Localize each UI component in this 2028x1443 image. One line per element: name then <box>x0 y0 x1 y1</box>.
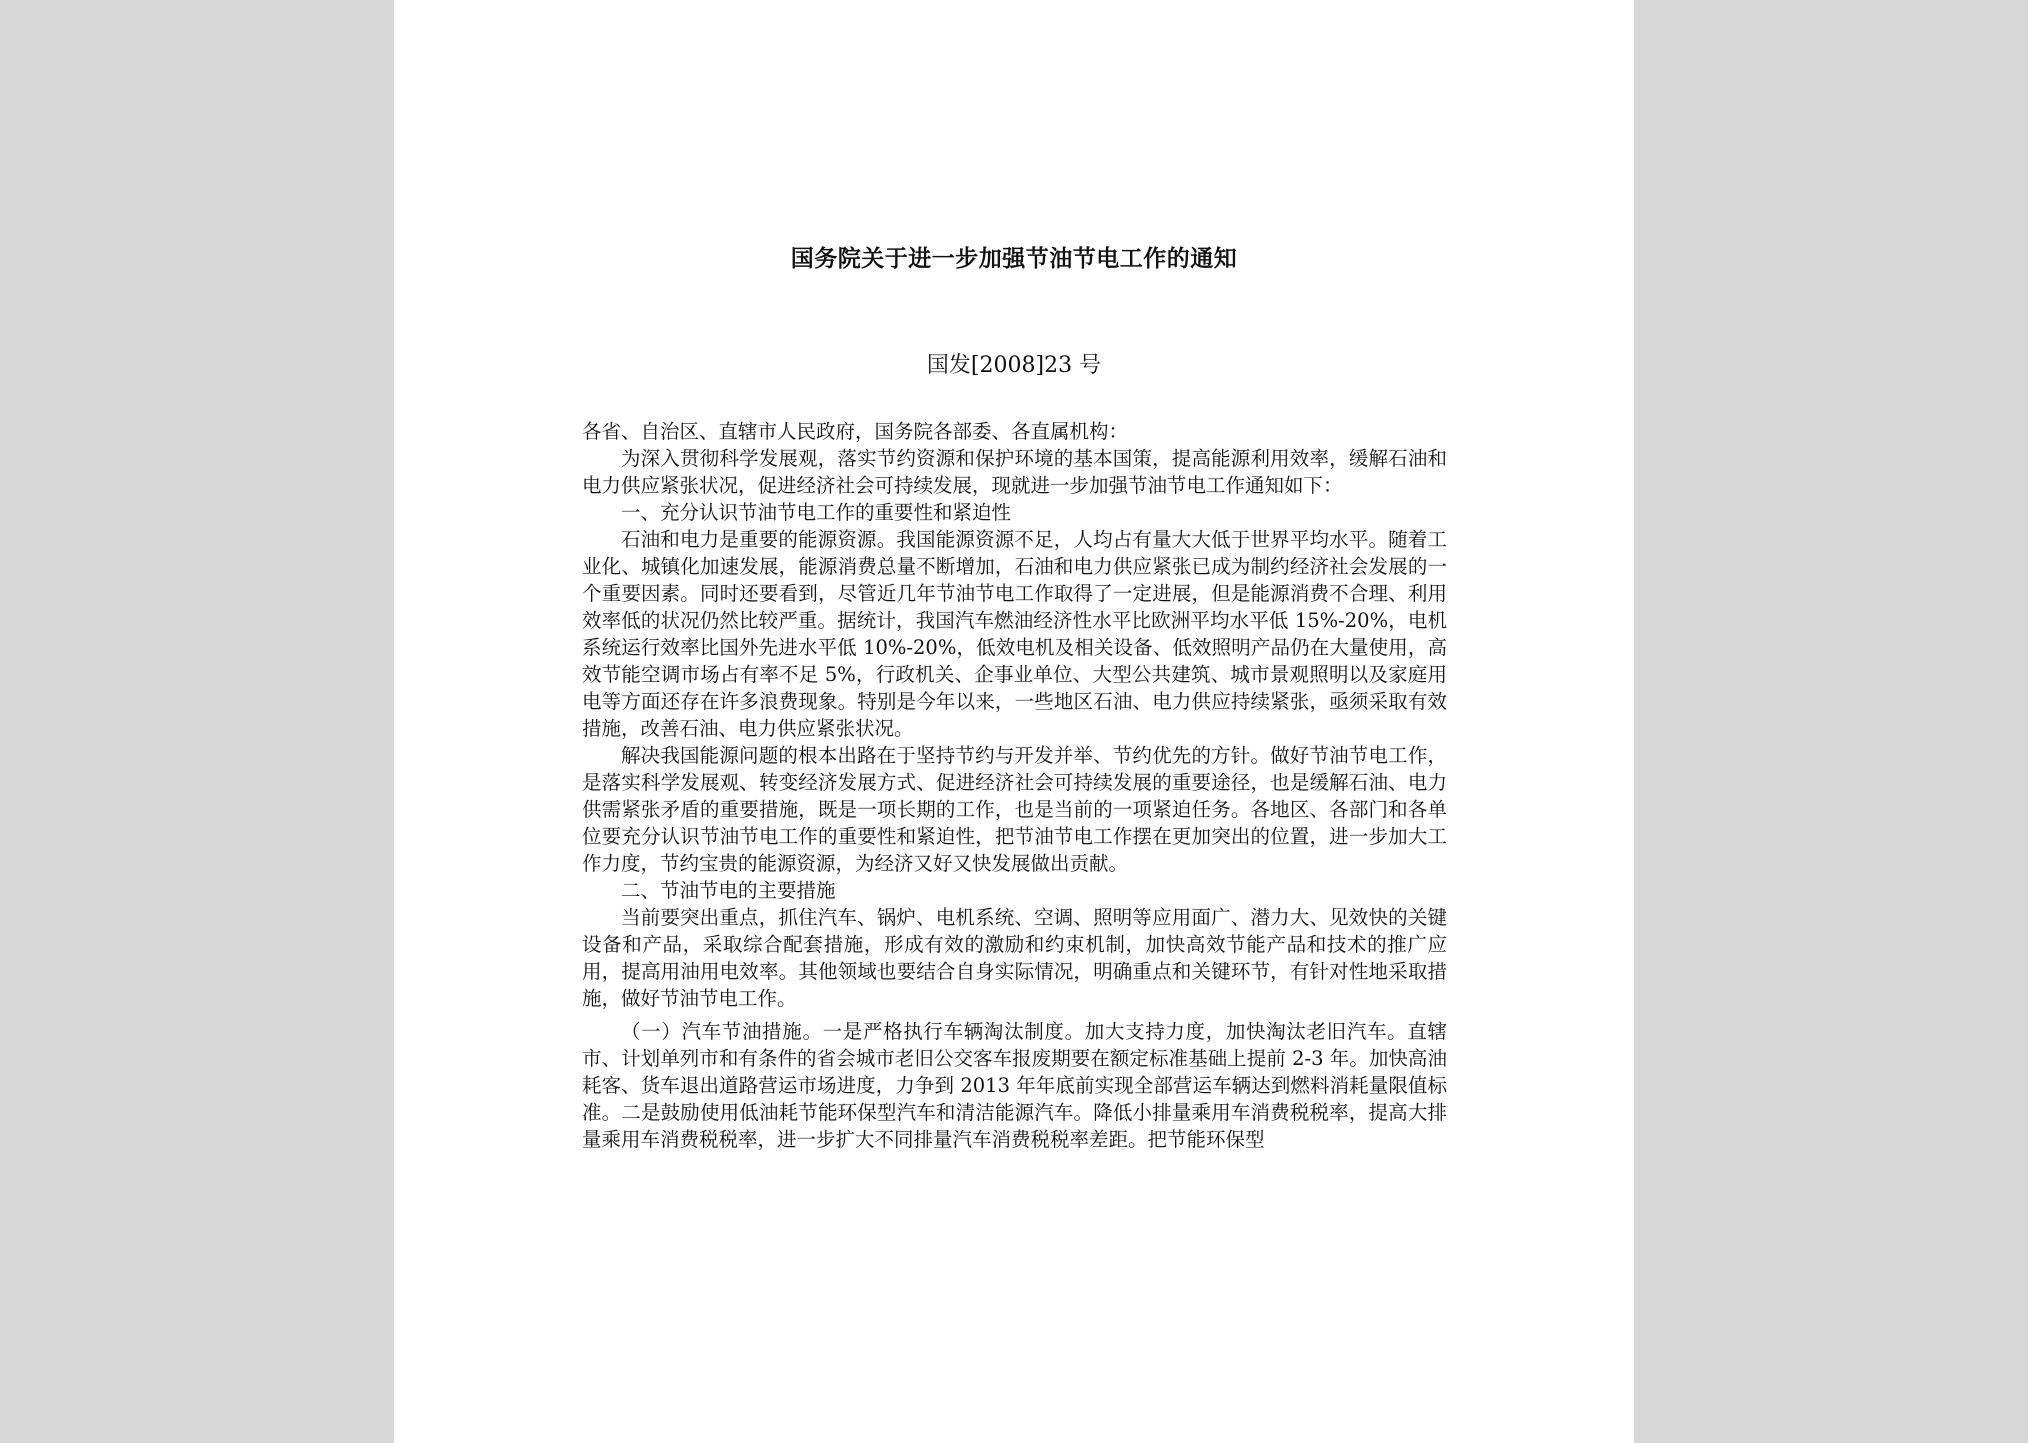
document-title: 国务院关于进一步加强节油节电工作的通知 <box>790 246 1238 272</box>
section-heading: 二、节油节电的主要措施 <box>621 879 836 902</box>
document-number: 国发[2008]23 号 <box>926 353 1102 378</box>
salutation: 各省、自治区、直辖市人民政府，国务院各部委、各直属机构： <box>582 420 1129 443</box>
body-paragraph: 石油和电力是重要的能源资源。我国能源资源不足，人均占有量大大低于世界平均水平。随着工业化、城镇化加速发展，能源消费总量不断增加，石油和电力供应紧张已成为制约经济社会发展的一个重要因素。同时还要看到，尽管近几年节油节电工作取得了一定进展，但是能源消费不合理、利用效率低的状况仍然比较严重。据统计，我国汽车燃油经济性水平比欧洲平均水平低 15%-20%，电机系统运行效率比国外先进水平低 10%-20%，低效电机及相关设备、低效照明产品仍在大量使用，高效节能空调市场占有率不足 5%，行政机关、企事业单位、大型公共建筑、城市景观照明以及家庭用电等方面还存在许多浪费现象。特别是今年以来，一些地区石油、电力供应持续紧张，亟须采取有效措施，改善石油、电力供应紧张状况。 <box>582 528 1447 740</box>
document-page <box>394 0 1634 1443</box>
body-paragraph: 当前要突出重点，抓住汽车、锅炉、电机系统、空调、照明等应用面广、潜力大、见效快的关键设备和产品，采取综合配套措施，形成有效的激励和约束机制，加快高效节能产品和技术的推广应用，提高用油用电效率。其他领域也要结合自身实际情况，明确重点和关键环节，有针对性地采取措施，做好节油节电工作。 <box>582 906 1447 1010</box>
body-paragraph: （一）汽车节油措施。一是严格执行车辆淘汰制度。加大支持力度，加快淘汰老旧汽车。直辖市、计划单列市和有条件的省会城市老旧公交客车报废期要在额定标准基础上提前 2-3 年。加快高油耗客、货车退出道路营运市场进度，力争到 2013 年年底前实现全部营运车辆达到燃料消耗量限值标准。二是鼓励使用低油耗节能环保型汽车和清洁能源汽车。降低小排量乘用车消费税税率，提高大排量乘用车消费税税率，进一步扩大不同排量汽车消费税税率差距。把节能环保型 <box>582 1020 1447 1151</box>
document-body <box>582 418 1447 1153</box>
section-heading: 一、充分认识节油节电工作的重要性和紧迫性 <box>621 501 1012 524</box>
body-paragraph: 解决我国能源问题的根本出路在于坚持节约与开发并举、节约优先的方针。做好节油节电工作，是落实科学发展观、转变经济发展方式、促进经济社会可持续发展的重要途径，也是缓解石油、电力供需紧张矛盾的重要措施，既是一项长期的工作，也是当前的一项紧迫任务。各地区、各部门和各单位要充分认识节油节电工作的重要性和紧迫性，把节油节电工作摆在更加突出的位置，进一步加大工作力度，节约宝贵的能源资源，为经济又好又快发展做出贡献。 <box>582 744 1447 875</box>
body-paragraph: 为深入贯彻科学发展观，落实节约资源和保护环境的基本国策，提高能源利用效率，缓解石油和电力供应紧张状况，促进经济社会可持续发展，现就进一步加强节油节电工作通知如下： <box>582 447 1447 497</box>
